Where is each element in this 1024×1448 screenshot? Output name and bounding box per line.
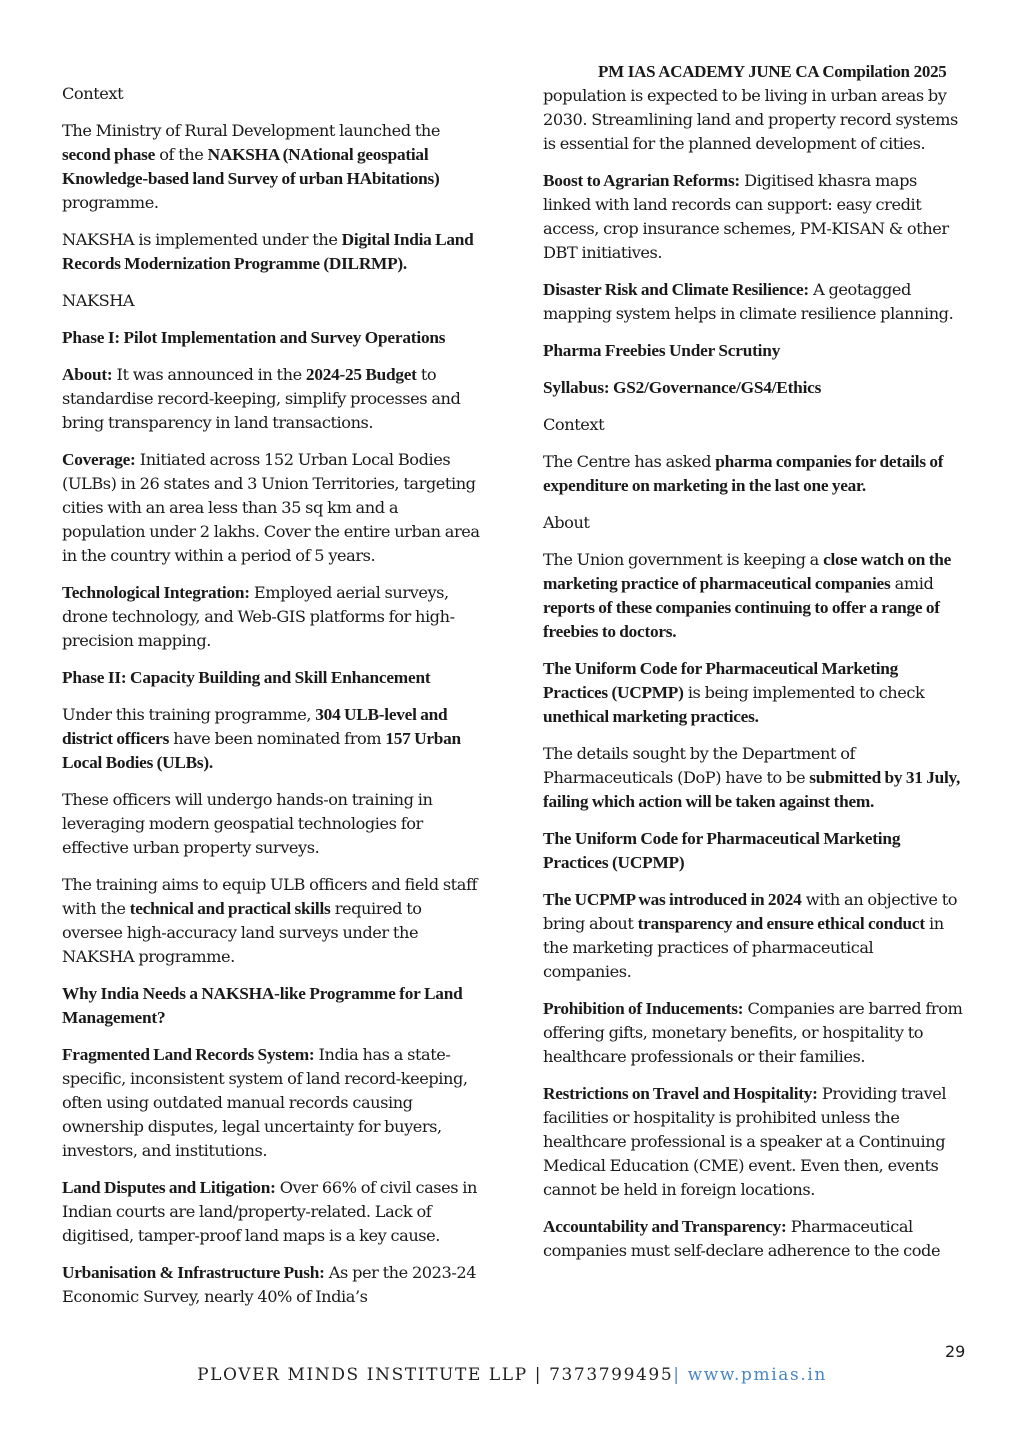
details-paragraph: The details sought by the Department of Pharmaceuticals (DoP) have to be submitted by 31 July, failing which action will be taken against them.	[543, 744, 961, 811]
footer-url[interactable]: www.pmias.in	[687, 1365, 827, 1385]
training-paragraph-3: The training aims to equip ULB officers and field staff with the technical and practical skills required to oversee high-accuracy land surveys under the NAKSHA programme.	[62, 875, 478, 966]
centre-paragraph: The Centre has asked pharma companies for details of expenditure on marketing in the last one year.	[543, 452, 944, 495]
ucpmp-intro-paragraph: The Uniform Code for Pharmaceutical Marketing Practices (UCPMP) is being implemented to check unethical marketing practices.	[543, 659, 925, 726]
boost-paragraph: Boost to Agrarian Reforms: Digitised khasra maps linked with land records can support: easy credit access, crop insurance schemes, PM-KISAN & other DBT initiatives.	[543, 171, 949, 262]
ucpmp-paragraph: The UCPMP was introduced in 2024 with an objective to bring about transparency and ensure ethical conduct in the marketing practices of pharmaceutical companies.	[543, 890, 958, 981]
intro-paragraph: The Ministry of Rural Development launched the second phase of the NAKSHA (NAtional geospatial Knowledge-based land Survey of urban HAbitations) programme.	[62, 121, 440, 212]
disaster-paragraph: Disaster Risk and Climate Resilience: A geotagged mapping system helps in climate resilience planning.	[543, 280, 954, 323]
footer-separator: |	[673, 1365, 688, 1385]
urbanisation-paragraph: Urbanisation & Infrastructure Push: As per the 2023-24 Economic Survey, nearly 40% of India’s	[62, 1263, 477, 1306]
page-header: PM IAS ACADEMY JUNE CA Compilation 2025	[598, 62, 947, 81]
page-number: 29	[945, 1342, 966, 1361]
footer-text: PLOVER MINDS INSTITUTE LLP | 7373799495	[197, 1365, 674, 1385]
phase2-heading: Phase II: Capacity Building and Skill Enhancement	[62, 668, 431, 687]
phase1-heading: Phase I: Pilot Implementation and Survey Operations	[62, 328, 446, 347]
ucpmp-heading: The Uniform Code for Pharmaceutical Marketing Practices (UCPMP)	[543, 829, 901, 872]
restrictions-paragraph: Restrictions on Travel and Hospitality: Providing travel facilities or hospitality is prohibited unless the healthcare professional is a speaker at a Continuing Medical Education (CME) event. Even then, events cannot be held in foreign locations.	[543, 1084, 947, 1199]
pharma-heading: Pharma Freebies Under Scrutiny	[543, 341, 781, 360]
dilrmp-paragraph: NAKSHA is implemented under the Digital India Land Records Modernization Programme (DILRMP).	[62, 230, 474, 273]
context-heading: Context	[62, 84, 124, 103]
naksha-heading: NAKSHA	[62, 291, 135, 310]
why-heading: Why India Needs a NAKSHA-like Programme for Land Management?	[62, 984, 463, 1027]
about-paragraph: About: It was announced in the 2024-25 Budget to standardise record-keeping, simplify processes and bring transparency in land transactions.	[62, 365, 461, 432]
about-heading: About	[543, 513, 590, 532]
training-paragraph-2: These officers will undergo hands-on training in leveraging modern geospatial technologies for effective urban property surveys.	[62, 790, 433, 857]
union-paragraph: The Union government is keeping a close watch on the marketing practice of pharmaceutical companies amid reports of these companies continuing to offer a range of freebies to doctors.	[543, 550, 951, 641]
context-heading-2: Context	[543, 415, 605, 434]
right-column	[543, 84, 963, 1276]
prohibition-paragraph: Prohibition of Inducements: Companies are barred from offering gifts, monetary benefits, or hospitality to healthcare professionals or their families.	[543, 999, 963, 1066]
accountability-paragraph: Accountability and Transparency: Pharmaceutical companies must self-declare adherence to the code	[543, 1217, 941, 1260]
fragmented-paragraph: Fragmented Land Records System: India has a state-specific, inconsistent system of land record-keeping, often using outdated manual records causing ownership disputes, legal uncertainty for buyers, investors, and institutions.	[62, 1045, 468, 1160]
page-footer	[0, 1365, 1024, 1385]
tech-paragraph: Technological Integration: Employed aerial surveys, drone technology, and Web-GIS platforms for high-precision mapping.	[62, 583, 455, 650]
training-paragraph-1: Under this training programme, 304 ULB-level and district officers have been nominated from 157 Urban Local Bodies (ULBs).	[62, 705, 461, 772]
left-column	[62, 82, 484, 1322]
urbanisation-continued: population is expected to be living in urban areas by 2030. Streamlining land and property record systems is essential for the planned development of cities.	[543, 86, 958, 153]
syllabus-line: Syllabus: GS2/Governance/GS4/Ethics	[543, 378, 822, 397]
coverage-paragraph: Coverage: Initiated across 152 Urban Local Bodies (ULBs) in 26 states and 3 Union Territories, targeting cities with an area less than 35 sq km and a population under 2 lakhs. Cover the entire urban area in the country within a period of 5 years.	[62, 450, 480, 565]
disputes-paragraph: Land Disputes and Litigation: Over 66% of civil cases in Indian courts are land/property-related. Lack of digitised, tamper-proof land maps is a key cause.	[62, 1178, 478, 1245]
